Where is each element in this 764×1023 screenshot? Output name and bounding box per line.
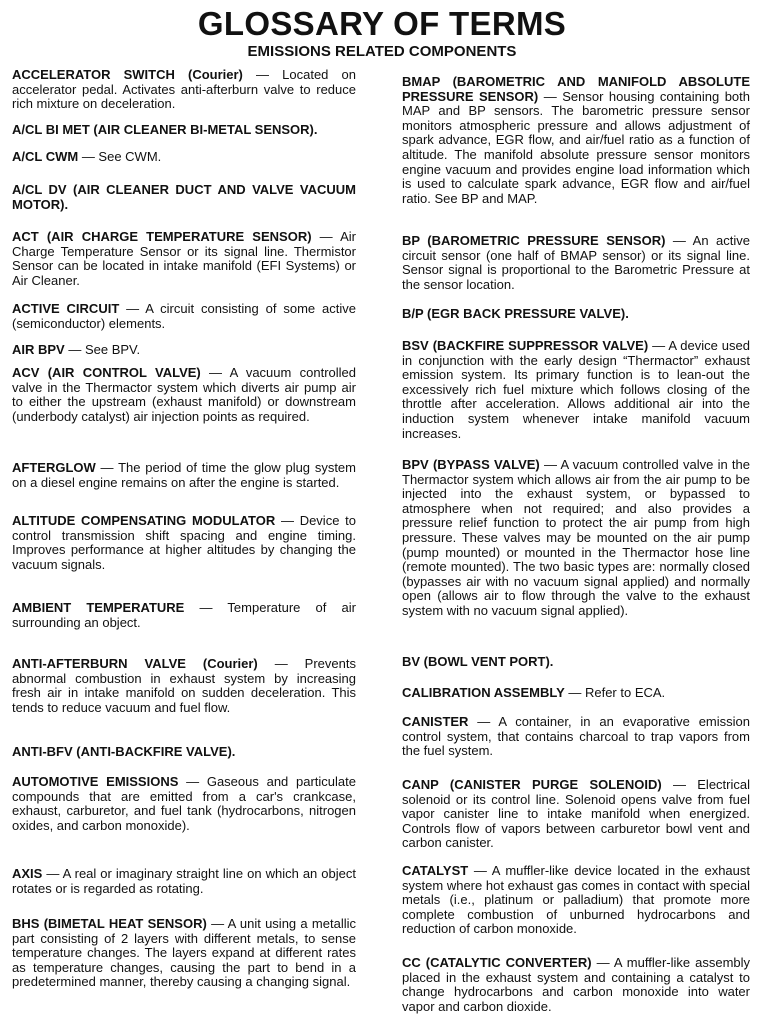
glossary-entry bbox=[402, 234, 750, 292]
glossary-entry bbox=[402, 778, 750, 851]
glossary-term: ACT (AIR CHARGE TEMPERATURE SENSOR) bbox=[12, 229, 312, 244]
glossary-entry bbox=[12, 183, 356, 212]
glossary-term: BHS (BIMETAL HEAT SENSOR) bbox=[12, 916, 207, 931]
glossary-entry bbox=[12, 366, 356, 424]
glossary-term: CATALYST bbox=[402, 863, 469, 878]
glossary-term: BMAP (BAROMETRIC AND MANIFOLD ABSOLUTE PRESSURE SENSOR) bbox=[402, 74, 750, 104]
glossary-term: ACCELERATOR SWITCH (Courier) bbox=[12, 67, 243, 82]
glossary-entry bbox=[402, 655, 750, 670]
glossary-term: AXIS bbox=[12, 866, 43, 881]
glossary-term: CANP (CANISTER PURGE SOLENOID) bbox=[402, 777, 662, 792]
glossary-term: B/P (EGR BACK PRESSURE VALVE). bbox=[402, 306, 629, 321]
glossary-entry bbox=[12, 302, 356, 331]
glossary-entry bbox=[12, 68, 356, 112]
glossary-entry bbox=[12, 917, 356, 990]
glossary-definition: — Located on accelerator pedal. Activates anti-afterburn valve to reduce rich mixture on deceleration. bbox=[12, 67, 356, 112]
page-subtitle: EMISSIONS RELATED COMPONENTS bbox=[247, 43, 517, 60]
glossary-entry bbox=[402, 715, 750, 759]
glossary-entry bbox=[402, 458, 750, 619]
glossary-definition: — A unit using a metallic part consisting of 2 layers with different metals, to sense temperature changes. The layers expand at different rates as temperature changes, causing the part to bend in a predetermined manner, thereby causing a changing signal. bbox=[12, 916, 356, 990]
glossary-definition: — The period of time the glow plug system on a diesel engine remains on after the engine is started. bbox=[12, 460, 356, 490]
glossary-definition: — Refer to ECA. bbox=[564, 685, 666, 700]
glossary-entry bbox=[402, 956, 750, 1014]
glossary-term: ANTI-BFV (ANTI-BACKFIRE VALVE). bbox=[12, 744, 236, 759]
glossary-definition: — A circuit consisting of some active (semiconductor) elements. bbox=[12, 301, 356, 331]
glossary-term: A/CL BI MET (AIR CLEANER BI-METAL SENSOR). bbox=[12, 122, 318, 137]
glossary-term: ALTITUDE COMPENSATING MODULATOR bbox=[12, 513, 276, 528]
glossary-entry bbox=[402, 864, 750, 937]
glossary-entry bbox=[402, 686, 750, 701]
glossary-term: BSV (BACKFIRE SUPPRESSOR VALVE) bbox=[402, 338, 649, 353]
glossary-definition: — A vacuum controlled valve in the Thermactor system which diverts air pump air to either the upstream (exhaust manifold) or downstream (underbody catalyst) air injection points as required. bbox=[12, 365, 356, 424]
glossary-entry bbox=[12, 775, 356, 833]
glossary-term: AFTERGLOW bbox=[12, 460, 96, 475]
glossary-entry bbox=[12, 657, 356, 715]
glossary-definition: — Gaseous and particulate compounds that are emitted from a car's crankcase, exhaust, carburetor, and fuel tank (hydrocarbons, nitrogen oxides, and carbon monoxide). bbox=[12, 774, 356, 833]
glossary-term: BPV (BYPASS VALVE) bbox=[402, 457, 540, 472]
glossary-term: ANTI-AFTERBURN VALVE (Courier) bbox=[12, 656, 258, 671]
glossary-entry bbox=[12, 123, 356, 138]
glossary-entry bbox=[12, 867, 356, 896]
glossary-term: AMBIENT TEMPERATURE bbox=[12, 600, 185, 615]
glossary-definition: — An active circuit sensor (one half of BMAP sensor) or its signal line. Sensor signal is proportional to the Barometric Pressure at the sensor location. bbox=[402, 233, 751, 292]
glossary-term: BP (BAROMETRIC PRESSURE SENSOR) bbox=[402, 233, 666, 248]
glossary-definition: — Air Charge Temperature Sensor or its signal line. Thermistor Sensor can be located in intake manifold (EFI Systems) or Air Cleaner. bbox=[12, 229, 356, 288]
glossary-definition: — Prevents abnormal combustion in exhaust system by increasing fresh air in intake manifold on sudden deceleration. This tends to reduce vacuum and fuel flow. bbox=[12, 656, 356, 715]
glossary-term: ACTIVE CIRCUIT bbox=[12, 301, 120, 316]
glossary-definition: — A device used in conjunction with the early design “Thermactor” exhaust emission system. Its primary function is to lean-out the excessively rich fuel mixture which follows closing of the throttle after acceleration. Allows additional air into the induction system whenever intake manifold vacuum increases. bbox=[402, 338, 751, 441]
glossary-term: CC (CATALYTIC CONVERTER) bbox=[402, 955, 592, 970]
glossary-definition: — A vacuum controlled valve in the Thermactor system which allows air from the air pump to be injected into the exhaust system, or bypassed to atmosphere when not required; and also provides a pressure relief function to protect the air pump from high pressure. These valves may be mounted on the air pump (pump mounted) or mounted in the Thermactor hose line (remote mounted). The two basic types are: normally closed (bypasses air with no vacuum signal applied) and normally open (allows air to flow through the valve to the exhaust system with no vacuum signal applied). bbox=[402, 457, 750, 618]
glossary-definition: — Sensor housing containing both MAP and BP sensors. The barometric pressure sensor monitors atmospheric pressure and allows adjustment of spark advance, EGR flow, and air/fuel ratio as a function of altitude. The manifold absolute pressure sensor monitors engine vacuum and provides engine load information which is used to calculate spark advance, EGR flow and air/fuel ratio. See BP and MAP. bbox=[402, 88, 750, 206]
glossary-definition: — Electrical solenoid or its control line. Solenoid opens valve from fuel vapor canister line to intake manifold when energized. Controls flow of vapors between carburetor bowl vent and carbon canister. bbox=[402, 777, 750, 851]
glossary-entry bbox=[12, 745, 356, 760]
glossary-definition: — A muffler-like device located in the exhaust system where hot exhaust gas comes in contact with special metals (i.e., platinum or palladium) that promote more complete combustion of unburned hydrocarbons and reduction of carbon monoxide. bbox=[402, 863, 750, 937]
glossary-term: AUTOMOTIVE EMISSIONS bbox=[12, 774, 179, 789]
glossary-entry bbox=[12, 461, 356, 490]
glossary-term: A/CL CWM bbox=[12, 149, 79, 164]
glossary-definition: — A real or imaginary straight line on which an object rotates or is regarded as rotating. bbox=[12, 866, 356, 896]
glossary-term: CANISTER bbox=[402, 714, 469, 729]
glossary-entry bbox=[402, 75, 750, 206]
glossary-entry bbox=[12, 230, 356, 288]
glossary-entry bbox=[402, 339, 750, 441]
glossary-definition: — A muffler-like assembly placed in the exhaust system and containing a catalyst to change hydrocarbons and carbon monoxide into water vapor and carbon dioxide. bbox=[402, 955, 751, 1014]
glossary-definition: — Device to control transmission shift spacing and engine timing. Improves performance at higher altitudes by changing the vacuum signals. bbox=[12, 513, 356, 572]
glossary-entry bbox=[12, 150, 356, 165]
glossary-term: BV (BOWL VENT PORT). bbox=[402, 654, 554, 669]
glossary-definition: — See CWM. bbox=[78, 149, 162, 164]
glossary-term: AIR BPV bbox=[12, 342, 65, 357]
glossary-entry bbox=[12, 343, 356, 358]
glossary-entry bbox=[12, 514, 356, 572]
glossary-definition: — Temperature of air surrounding an object. bbox=[12, 600, 357, 630]
glossary-term: CALIBRATION ASSEMBLY bbox=[402, 685, 565, 700]
page-title: GLOSSARY OF TERMS bbox=[197, 5, 567, 42]
glossary-definition: — A container, in an evaporative emission control system, that contains charcoal to trap vapors from the fuel system. bbox=[402, 714, 750, 759]
glossary-entry bbox=[402, 307, 750, 322]
glossary-entry bbox=[12, 601, 356, 630]
glossary-term: A/CL DV (AIR CLEANER DUCT AND VALVE VACUUM MOTOR). bbox=[12, 182, 356, 212]
glossary-term: ACV (AIR CONTROL VALVE) bbox=[12, 365, 201, 380]
glossary-definition: — See BPV. bbox=[64, 342, 141, 357]
